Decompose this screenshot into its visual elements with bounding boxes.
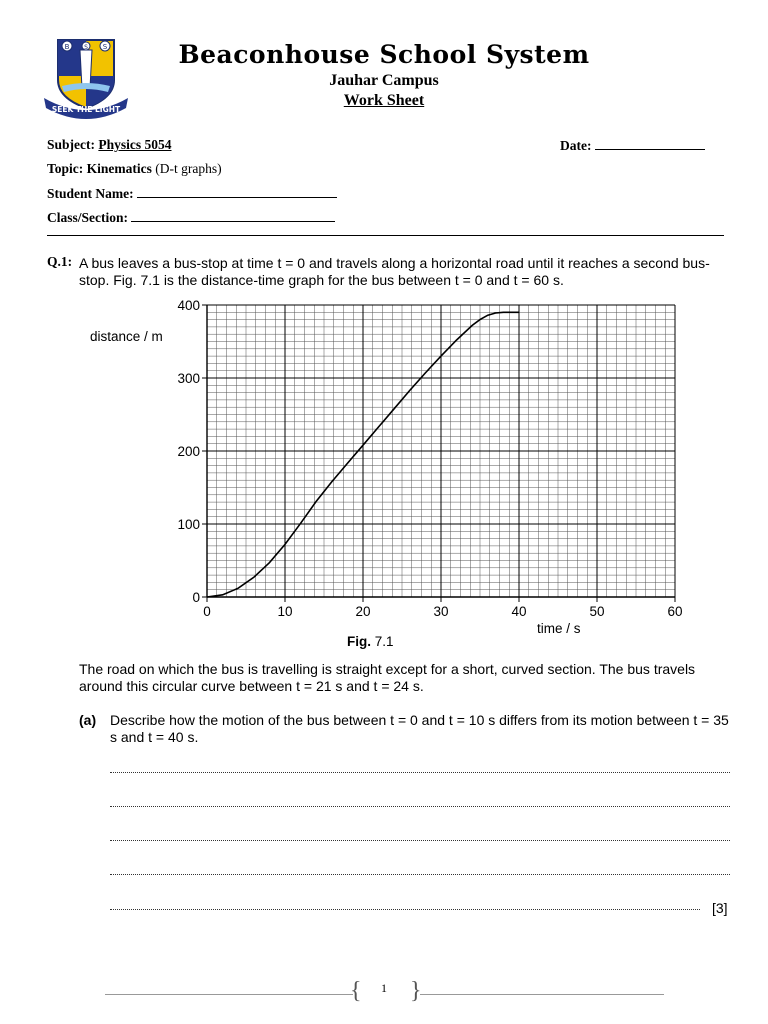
- question-label: Q.1:: [47, 254, 73, 269]
- x-tick-label: 40: [511, 604, 527, 619]
- answer-line[interactable]: [110, 806, 730, 807]
- topic-value: Kinematics: [86, 161, 152, 176]
- date-label: Date:: [560, 138, 592, 153]
- x-axis-label: time / s: [537, 621, 581, 636]
- page-number: 1: [381, 981, 387, 995]
- logo-motto: SEEK THE LIGHT: [51, 105, 121, 114]
- figure-caption-prefix: Fig.: [347, 634, 371, 649]
- y-tick-label: 400: [177, 298, 200, 313]
- class-section-label: Class/Section:: [47, 210, 128, 225]
- part-a-label: (a): [79, 712, 97, 728]
- topic-note: (D-t graphs): [155, 161, 222, 176]
- subject-value: Physics 5054: [98, 137, 172, 152]
- x-tick-label: 60: [667, 604, 683, 619]
- y-tick-label: 200: [177, 444, 200, 459]
- part-a-text: Describe how the motion of the bus between t = 0 and t = 10 s differs from its motion between t = 35 s and t = 40 s.: [110, 712, 729, 745]
- logo-letter-b: B: [64, 43, 70, 51]
- x-tick-label: 50: [589, 604, 605, 619]
- answer-line[interactable]: [110, 772, 730, 773]
- sheet-title-text: Work Sheet: [343, 92, 425, 109]
- answer-line[interactable]: [110, 909, 700, 910]
- x-tick-label: 20: [355, 604, 371, 619]
- x-tick-label: 0: [203, 604, 211, 619]
- x-tick-label: 30: [433, 604, 449, 619]
- road-description: The road on which the bus is travelling is straight except for a short, curved section. The bus travels around this circular curve between t = 21 s and t = 24 s.: [79, 661, 696, 694]
- answer-line[interactable]: [110, 874, 730, 875]
- topic-label: Topic:: [47, 161, 84, 176]
- question-intro: A bus leaves a bus-stop at time t = 0 and travels along a horizontal road until it reaches a second bus-stop. Fig. 7.1 is the distance-time graph for the bus between t = 0 and t = 60 s.: [79, 255, 710, 288]
- marks-label: [3]: [712, 900, 728, 916]
- subject-label: Subject:: [47, 137, 95, 152]
- figure-caption: [347, 634, 394, 649]
- footer-brace-left: {: [350, 978, 362, 1004]
- y-tick-label: 100: [177, 517, 200, 532]
- logo-letter-s-mid: S: [84, 44, 88, 51]
- figure-caption-number: 7.1: [374, 634, 394, 649]
- footer-brace-right: }: [410, 978, 422, 1004]
- y-tick-label: 0: [192, 590, 200, 605]
- school-name: Beaconhouse School System: [178, 40, 590, 69]
- footer-rule-left: [105, 994, 353, 995]
- logo-letter-s: S: [102, 43, 108, 51]
- y-axis-label: distance / m: [90, 329, 163, 344]
- answer-line[interactable]: [110, 840, 730, 841]
- campus-name: Jauhar Campus: [329, 72, 439, 89]
- x-tick-label: 10: [277, 604, 293, 619]
- footer-rule-right: [420, 994, 664, 995]
- y-tick-label: 300: [177, 371, 200, 386]
- student-name-label: Student Name:: [47, 186, 134, 201]
